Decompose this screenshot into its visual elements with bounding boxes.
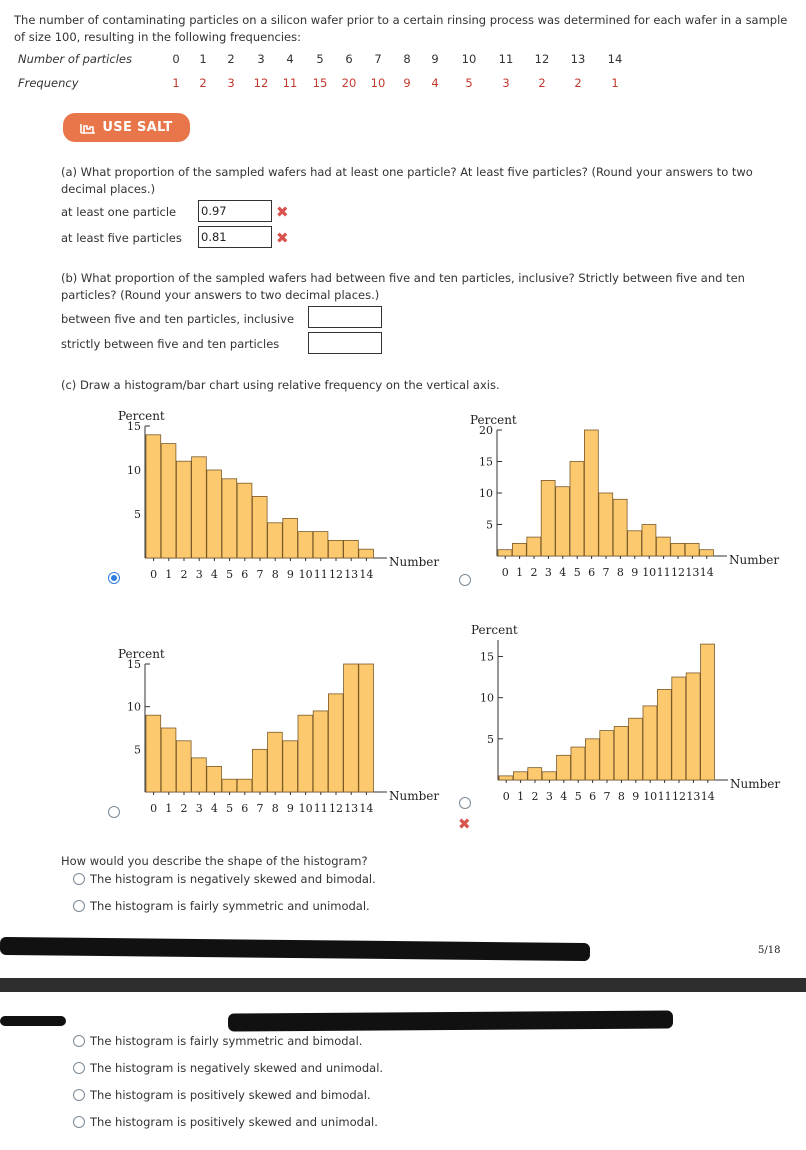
- x-tick-label: 10: [298, 568, 313, 580]
- x-axis-label: Number: [389, 555, 440, 569]
- y-axis-label: Percent: [471, 624, 518, 637]
- shape-option-label: The histogram is fairly symmetric and unimodal.: [90, 899, 370, 913]
- frequency-cell: 3: [227, 76, 235, 90]
- histogram-bar: [570, 462, 584, 557]
- frequency-cell: 10: [370, 76, 386, 90]
- histogram-bar: [268, 523, 283, 558]
- y-tick-label: 15: [479, 455, 493, 469]
- histogram-bar: [344, 664, 359, 792]
- particle-count-cell: 8: [403, 52, 411, 66]
- x-tick-label: 13: [344, 802, 359, 815]
- histogram-bar: [161, 444, 176, 558]
- histogram-bar: [237, 483, 252, 558]
- y-tick-label: 20: [479, 424, 493, 437]
- x-tick-label: 12: [672, 790, 686, 803]
- histogram-bar: [146, 715, 161, 792]
- frequency-cell: 20: [341, 76, 357, 90]
- histogram-bar: [528, 768, 542, 780]
- histogram-bar: [283, 741, 298, 792]
- x-axis-label: Number: [729, 553, 780, 567]
- histogram-bar: [176, 461, 191, 558]
- particle-count-cell: 11: [498, 52, 514, 66]
- histogram-bar: [313, 532, 328, 558]
- frequency-cell: 5: [465, 76, 473, 90]
- shape-option-label: The histogram is fairly symmetric and bimodal.: [90, 1034, 363, 1048]
- histogram-bar: [527, 537, 541, 556]
- between-inclusive-input[interactable]: [308, 306, 382, 328]
- shape-option-radio[interactable]: [73, 873, 85, 885]
- histogram-bar: [556, 487, 570, 556]
- x-tick-label: 14: [359, 568, 374, 580]
- x-tick-label: 11: [656, 566, 671, 579]
- x-tick-label: 3: [195, 568, 203, 580]
- option-c-radio[interactable]: [108, 806, 120, 818]
- histogram-bar: [237, 779, 252, 792]
- particle-count-cell: 14: [607, 52, 623, 66]
- histogram-bar: [657, 689, 671, 780]
- x-tick-label: 2: [530, 566, 538, 579]
- frequency-cell: 2: [199, 76, 207, 90]
- shape-option-radio[interactable]: [73, 1089, 85, 1101]
- particle-count-cell: 13: [570, 52, 586, 66]
- y-axis-label: Percent: [118, 647, 165, 661]
- part-a-question: (a) What proportion of the sampled wafers had at least one particle? At least five particles? (Round your answers to two decimal places.): [61, 165, 753, 196]
- histogram-bar: [298, 532, 313, 558]
- histogram-bar: [642, 525, 656, 557]
- y-tick-label: 15: [127, 420, 141, 433]
- histogram-bar: [252, 749, 267, 792]
- particle-count-cell: 10: [461, 52, 477, 66]
- x-axis-label: Number: [730, 777, 781, 791]
- histogram-bar: [671, 543, 685, 556]
- histogram-bar: [499, 776, 513, 780]
- part-a-label-1: at least one particle: [61, 205, 177, 219]
- x-tick-label: 6: [241, 802, 249, 815]
- x-tick-label: 1: [165, 802, 173, 815]
- histogram-option-c: [100, 632, 440, 817]
- particle-count-cell: 12: [534, 52, 550, 66]
- frequency-cell: 11: [282, 76, 298, 90]
- problem-intro: The number of contaminating particles on a silicon wafer prior to a certain rinsing process was determined for each wafer in a sample of size 100, resulting in the following frequencies:: [14, 13, 788, 44]
- x-tick-label: 1: [165, 568, 173, 580]
- histogram-bar: [359, 549, 374, 558]
- particle-count-cell: 4: [286, 52, 294, 66]
- histogram-bar: [513, 772, 527, 780]
- part-a-label-2: at least five particles: [61, 231, 182, 245]
- frequency-cell: 2: [574, 76, 582, 90]
- at-least-five-input[interactable]: 0.81: [198, 226, 272, 248]
- histogram-bar: [344, 540, 359, 558]
- histogram-bar: [207, 766, 222, 792]
- x-tick-label: 14: [699, 566, 714, 579]
- table-row-label-frequency: Frequency: [18, 76, 79, 90]
- shape-option-radio[interactable]: [73, 900, 85, 912]
- x-tick-label: 14: [700, 790, 715, 803]
- x-tick-label: 13: [344, 568, 359, 580]
- x-tick-label: 3: [545, 790, 553, 803]
- x-tick-label: 8: [271, 802, 279, 815]
- histogram-option-b: [455, 400, 800, 580]
- frequency-cell: 3: [502, 76, 510, 90]
- strictly-between-input[interactable]: [308, 332, 382, 354]
- histogram-bar: [686, 673, 700, 780]
- x-tick-label: 13: [685, 566, 700, 579]
- x-tick-label: 11: [313, 568, 328, 580]
- histogram-bar: [268, 732, 283, 792]
- histogram-bar: [146, 435, 161, 558]
- page-indicator: 5/18: [758, 945, 781, 956]
- frequency-cell: 4: [431, 76, 439, 90]
- y-tick-label: 5: [134, 743, 141, 757]
- page-break-band: [0, 978, 806, 992]
- x-tick-label: 6: [588, 566, 596, 579]
- x-tick-label: 5: [574, 790, 582, 803]
- incorrect-icon: ✖: [458, 815, 471, 833]
- part-b-question: (b) What proportion of the sampled wafers had between five and ten particles, inclusive? Strictly between five and ten particles? (Round your answers to two decimal places.): [61, 271, 745, 302]
- histogram-bar: [672, 677, 686, 780]
- x-tick-label: 9: [286, 568, 294, 580]
- x-tick-label: 13: [686, 790, 701, 803]
- x-tick-label: 7: [603, 790, 611, 803]
- x-tick-label: 14: [359, 802, 374, 815]
- y-tick-label: 15: [480, 650, 494, 664]
- x-tick-label: 4: [210, 802, 218, 815]
- histogram-bar: [298, 715, 313, 792]
- part-c-question: (c) Draw a histogram/bar chart using relative frequency on the vertical axis.: [61, 378, 500, 392]
- histogram-bar: [498, 550, 512, 556]
- use-salt-label: USE SALT: [102, 120, 173, 135]
- part-b-label-1: between five and ten particles, inclusive: [61, 312, 295, 326]
- shape-option-radio[interactable]: [73, 1062, 85, 1074]
- y-tick-label: 5: [134, 508, 141, 521]
- x-tick-label: 8: [617, 790, 625, 803]
- particle-count-cell: 0: [172, 52, 180, 66]
- x-tick-label: 12: [329, 802, 343, 815]
- x-tick-label: 0: [501, 566, 509, 579]
- x-tick-label: 9: [632, 790, 640, 803]
- y-tick-label: 10: [479, 487, 493, 500]
- redaction-bar: [228, 1010, 673, 1031]
- salt-chart-icon: [80, 121, 96, 135]
- redaction-bar: [0, 1016, 66, 1026]
- particle-count-cell: 3: [257, 52, 265, 66]
- x-tick-label: 1: [516, 566, 524, 579]
- y-tick-label: 5: [486, 518, 493, 532]
- x-tick-label: 4: [210, 568, 218, 580]
- x-tick-label: 8: [616, 566, 624, 579]
- x-tick-label: 11: [657, 790, 672, 803]
- histogram-bar: [328, 694, 343, 792]
- histogram-bar: [512, 543, 526, 556]
- at-least-one-input[interactable]: 0.97: [198, 200, 272, 222]
- histogram-bar: [542, 772, 556, 780]
- particle-count-cell: 1: [199, 52, 207, 66]
- y-axis-label: Percent: [118, 409, 165, 423]
- frequency-cell: 1: [611, 76, 619, 90]
- y-tick-label: 5: [487, 732, 494, 746]
- use-salt-button[interactable]: [63, 113, 190, 142]
- y-tick-label: 15: [127, 658, 141, 671]
- frequency-cell: 9: [403, 76, 411, 90]
- histogram-bar: [283, 518, 298, 558]
- x-tick-label: 10: [643, 790, 658, 803]
- histogram-bar: [161, 728, 176, 792]
- particle-count-cell: 7: [374, 52, 382, 66]
- histogram-bar: [222, 779, 237, 792]
- option-b-radio[interactable]: [459, 574, 471, 586]
- histogram-bar: [222, 479, 237, 558]
- histogram-option-a: [100, 400, 440, 580]
- x-tick-label: 5: [226, 802, 234, 815]
- x-tick-label: 7: [602, 566, 610, 579]
- x-tick-label: 7: [256, 802, 264, 815]
- particle-count-cell: 5: [316, 52, 324, 66]
- frequency-cell: 12: [253, 76, 269, 90]
- x-tick-label: 8: [271, 568, 279, 580]
- incorrect-icon: ✖: [276, 203, 289, 221]
- histogram-bar: [685, 543, 699, 556]
- frequency-table: [18, 52, 638, 92]
- histogram-bar: [571, 747, 585, 780]
- x-tick-label: 0: [502, 790, 510, 803]
- redaction-bar: [0, 937, 590, 961]
- x-tick-label: 6: [589, 790, 597, 803]
- histogram-bar: [541, 480, 555, 556]
- frequency-cell: 15: [312, 76, 328, 90]
- x-tick-label: 4: [560, 790, 568, 803]
- x-tick-label: 2: [180, 568, 188, 580]
- histogram-bar: [328, 540, 343, 558]
- x-tick-label: 3: [195, 802, 203, 815]
- x-tick-label: 10: [298, 802, 313, 815]
- x-tick-label: 12: [671, 566, 685, 579]
- x-tick-label: 1: [517, 790, 525, 803]
- histogram-bar: [600, 731, 614, 780]
- x-tick-label: 0: [150, 802, 158, 815]
- histogram-bar: [192, 758, 207, 792]
- x-tick-label: 7: [256, 568, 264, 580]
- frequency-cell: 1: [172, 76, 180, 90]
- histogram-bar: [584, 430, 598, 556]
- histogram-bar: [585, 739, 599, 780]
- particle-count-cell: 6: [345, 52, 353, 66]
- particle-count-cell: 2: [227, 52, 235, 66]
- histogram-bar: [176, 741, 191, 792]
- shape-option-label: The histogram is positively skewed and unimodal.: [90, 1115, 378, 1129]
- y-tick-label: 10: [127, 464, 141, 477]
- x-tick-label: 9: [631, 566, 639, 579]
- histogram-bar: [656, 537, 670, 556]
- x-tick-label: 12: [329, 568, 343, 580]
- x-tick-label: 2: [531, 790, 539, 803]
- x-tick-label: 0: [150, 568, 158, 580]
- histogram-bar: [643, 706, 657, 780]
- shape-option-label: The histogram is negatively skewed and bimodal.: [90, 872, 376, 886]
- histogram-bar: [313, 711, 328, 792]
- x-tick-label: 10: [642, 566, 657, 579]
- frequency-cell: 2: [538, 76, 546, 90]
- histogram-bar: [613, 499, 627, 556]
- shape-question: How would you describe the shape of the histogram?: [61, 854, 368, 868]
- histogram-bar: [629, 718, 643, 780]
- histogram-bar: [252, 496, 267, 558]
- shape-option-radio[interactable]: [73, 1116, 85, 1128]
- histogram-option-d: [455, 624, 800, 809]
- histogram-bar: [359, 664, 374, 792]
- option-d-radio[interactable]: [459, 797, 471, 809]
- shape-option-label: The histogram is negatively skewed and unimodal.: [90, 1061, 384, 1075]
- incorrect-icon: ✖: [276, 229, 289, 247]
- part-b-label-2: strictly between five and ten particles: [61, 337, 280, 351]
- x-tick-label: 2: [180, 802, 188, 815]
- histogram-bar: [599, 493, 613, 556]
- y-axis-label: Percent: [470, 413, 517, 427]
- shape-option-radio[interactable]: [73, 1035, 85, 1047]
- particle-count-cell: 9: [431, 52, 439, 66]
- histogram-bar: [614, 726, 628, 780]
- option-a-radio[interactable]: [108, 572, 120, 584]
- x-tick-label: 3: [544, 566, 552, 579]
- histogram-bar: [557, 755, 571, 780]
- histogram-bar: [207, 470, 222, 558]
- y-tick-label: 10: [127, 700, 141, 714]
- x-tick-label: 11: [313, 802, 328, 815]
- histogram-bar: [700, 550, 714, 556]
- y-tick-label: 10: [480, 691, 494, 705]
- x-tick-label: 5: [573, 566, 581, 579]
- table-row-label-particles: Number of particles: [18, 52, 132, 66]
- x-tick-label: 6: [241, 568, 249, 580]
- x-tick-label: 4: [559, 566, 567, 579]
- shape-option-label: The histogram is positively skewed and bimodal.: [90, 1088, 371, 1102]
- histogram-bar: [628, 531, 642, 556]
- x-axis-label: Number: [389, 789, 440, 803]
- histogram-bar: [701, 644, 715, 780]
- histogram-bar: [192, 457, 207, 558]
- x-tick-label: 5: [226, 568, 234, 580]
- x-tick-label: 9: [286, 802, 294, 815]
